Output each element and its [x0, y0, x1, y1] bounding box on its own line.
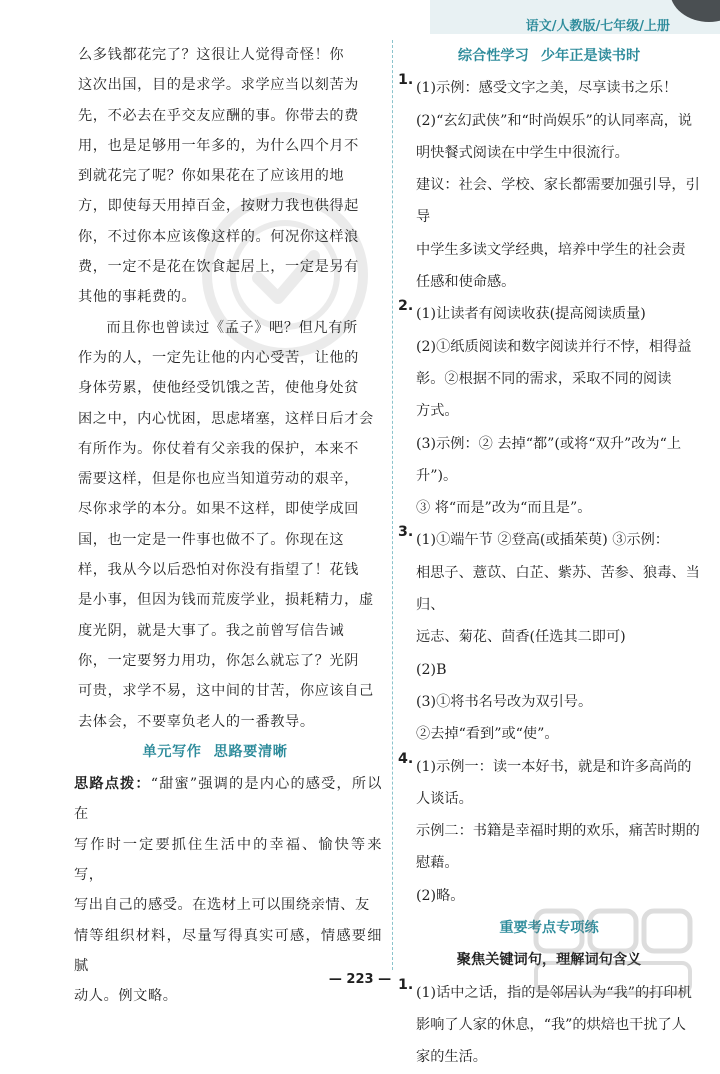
answer-number: 2.	[398, 298, 414, 315]
letter-line: 你，不过你本应该像这样的。何况你这样浪	[78, 228, 359, 245]
answer-number: 1.	[398, 976, 414, 993]
letter-line: 么多钱都花完了？这很让人觉得奇怪！你	[78, 47, 345, 63]
tip-text: “甜蜜”强调的是内心的感受，所以在	[74, 776, 382, 823]
letter-line: 作为的人，一定先让他的内心受苦，让他的	[78, 349, 359, 366]
section-title-main: 单元写作	[142, 743, 202, 760]
subsection-title: 聚焦关键词句，理解词句含义	[456, 952, 642, 969]
section-title-comprehensive	[398, 40, 700, 72]
header-breadcrumb: 语文/人教版/七年级/上册	[525, 19, 670, 34]
tip-line: 写出自己的感受。在选材上可以围绕亲情、友	[74, 897, 370, 914]
letter-line: 需要这样，但是你也应当知道劳动的艰辛，	[78, 471, 359, 488]
letter-line: 可贵，求学不易，这中间的甘苦，你应该自己	[78, 683, 374, 700]
answer-number: 3.	[398, 524, 414, 541]
answer-line: 慰藉。	[416, 855, 459, 872]
answer-line: 建议：社会、学校、家长都需要加强引导，引导	[416, 177, 700, 226]
answer-number: 1.	[398, 72, 414, 89]
section-title-sub: 少年正是读书时	[540, 48, 641, 64]
answer-line: 远志、菊花、茴香(任选其二即可)	[416, 629, 626, 646]
letter-line: 费，一定不是花在饮食起居上，一定是另有	[78, 259, 359, 276]
letter-line: 用，也是足够用一年多的，为什么四个月不	[78, 137, 359, 154]
letter-line: 这次出国，目的是求学。求学应当以刻苦为	[78, 77, 359, 94]
answer-line: 家的生活。	[416, 1049, 487, 1066]
section-title-writing	[48, 737, 382, 767]
section-title-key-points: 重要考点专项练	[499, 920, 599, 937]
letter-line: 有所作为。你仗着有父亲我的保护，本来不	[78, 440, 359, 457]
answer-line: (1)①端午节 ②登高(或插茱萸) ③示例：	[416, 532, 670, 549]
letter-line: 尽你求学的本分。如果不这样，即使学成回	[78, 501, 359, 518]
letter-line: 身体劳累，使他经受饥饿之苦，使他身处贫	[78, 380, 359, 397]
tip-line: 写作时一定要抓住生活中的幸福、愉快等来写，	[74, 836, 382, 884]
letter-line: 是小事，但因为钱而荒废学业，损耗精力，虚	[78, 592, 374, 609]
answer-line: (2)B	[416, 661, 447, 678]
answer-line: 中学生多读文学经典，培养中学生的社会责	[416, 241, 686, 258]
answer-line: (3)示例：② 去掉“都”(或将“双升”改为“上	[416, 435, 682, 452]
answer-line: (1)示例：感受文字之美，尽享读书之乐！	[416, 80, 678, 97]
answer-line: 人谈话。	[416, 790, 473, 807]
answer-line: 相思子、薏苡、白芷、紫苏、苦参、狼毒、当归、	[416, 564, 700, 614]
answer-line: 明快餐式阅读在中学生中很流行。	[416, 144, 629, 161]
answer-line: (2)略。	[416, 887, 465, 904]
letter-line: 而且你也曾读过《孟子》吧？但凡有所	[106, 319, 358, 336]
answer-line: 彰。②根据不同的需求，采取不同的阅读	[416, 370, 672, 387]
section-title-main: 综合性学习	[457, 48, 529, 64]
answer-line: (1)让读者有阅读收获(提高阅读质量)	[416, 306, 646, 323]
letter-line: 样，我从今以后恐怕对你没有指望了！花钱	[78, 562, 359, 579]
answer-item-2	[398, 298, 700, 524]
letter-line: 去体会，不要辜负老人的一番教导。	[78, 713, 315, 730]
answer-line: (1)话中之话，指的是邻居认为“我”的打印机	[416, 984, 692, 1001]
letter-line: 其他的事耗费的。	[78, 289, 197, 306]
header-corner-decoration	[670, 0, 720, 22]
letter-line: 国，也一定是一件事也做不了。你现在这	[78, 531, 345, 548]
answer-line: 方式。	[416, 403, 459, 420]
page-number: — 223 —	[328, 972, 392, 987]
answer-line: (2)“玄幻武侠”和“时尚娱乐”的认同率高，说	[416, 112, 693, 129]
page-number-value: 223	[346, 972, 374, 987]
left-column	[74, 40, 382, 1012]
answer-line: ③ 将“而是”改为“而且是”。	[416, 500, 592, 517]
answer-item-3	[398, 524, 700, 750]
tip-label: 思路点拨：	[74, 776, 151, 793]
answer-line: (2)①纸质阅读和数字阅读并行不悖，相得益	[416, 338, 692, 355]
answer-line: 示例二：书籍是幸福时期的欢乐，痛苦时期的	[416, 823, 700, 840]
answer-item-1	[398, 72, 700, 298]
tip-line: 动人。例文略。	[74, 988, 178, 1005]
answer-line: 升”)。	[416, 467, 458, 484]
answer-item-5	[398, 977, 700, 1074]
section-title-sub: 思路要清晰	[213, 743, 288, 760]
answer-line: 影响了人家的休息，“我”的烘焙也干扰了人	[416, 1016, 686, 1033]
right-column	[398, 40, 700, 1074]
answer-line: 任感和使命感。	[416, 274, 516, 291]
letter-line: 先，不必去在乎交友应酬的事。你带去的费	[78, 107, 359, 124]
answer-line: (3)①将书名号改为双引号。	[416, 693, 593, 710]
answer-line: (1)示例一：读一本好书，就是和许多高尚的	[416, 758, 692, 775]
letter-line: 方，即使每天用掉百金，按财力我也供得起	[78, 198, 359, 215]
letter-line: 困之中，内心忧困，思虑堵塞，这样日后才会	[78, 410, 374, 427]
answer-number: 4.	[398, 750, 414, 767]
column-divider	[392, 40, 393, 970]
letter-line: 到就花完了呢？你如果花在了应该用的地	[78, 168, 345, 185]
answer-line: ②去掉“看到”或“使”。	[416, 726, 559, 743]
answer-item-4	[398, 751, 700, 912]
letter-line: 度光阴，就是大事了。我之前曾写信告诫	[78, 622, 345, 639]
letter-line: 你，一定要努力用功，你怎么就忘了？光阴	[78, 652, 359, 669]
header-tab	[430, 0, 720, 34]
tip-line: 情等组织材料，尽量写得真实可感，情感要细腻	[74, 927, 382, 974]
